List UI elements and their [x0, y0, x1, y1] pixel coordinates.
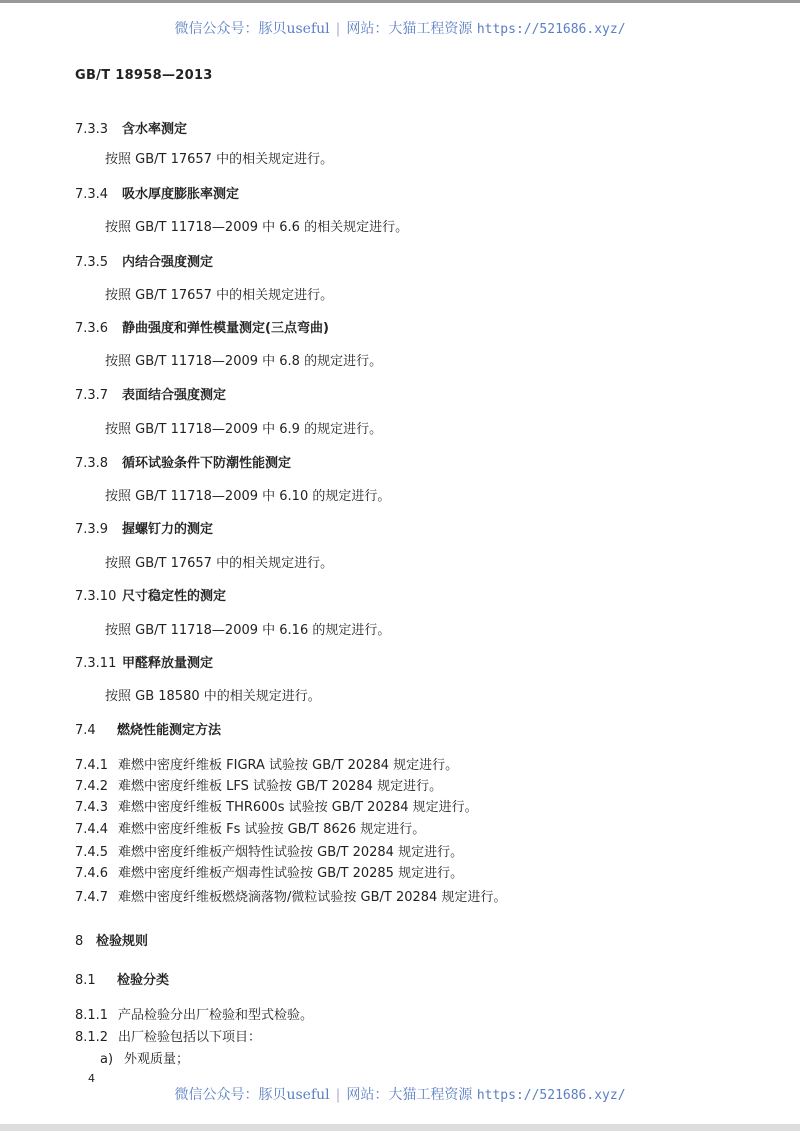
section-number: 7.3.10 — [75, 589, 117, 604]
bottom-border — [0, 1124, 800, 1131]
heading-text: 内结合强度测定 — [122, 255, 214, 270]
body-text: 难燃中密度纤维板 LFS 试验按 GB/T 20284 规定进行。 — [118, 779, 443, 794]
watermark-separator: | — [335, 21, 341, 37]
page-number: 4 — [88, 1072, 95, 1085]
top-border — [0, 0, 800, 3]
body-text: 难燃中密度纤维板产烟毒性试验按 GB/T 20285 规定进行。 — [118, 866, 464, 881]
body-text: 按照 GB/T 17657 中的相关规定进行。 — [105, 288, 334, 303]
heading-text: 循环试验条件下防潮性能测定 — [122, 456, 292, 471]
section-number: 8.1.2 — [75, 1030, 109, 1045]
watermark-bottom — [0, 1084, 800, 1104]
heading-text: 静曲强度和弹性模量测定(三点弯曲) — [122, 321, 329, 336]
heading-text: 燃烧性能测定方法 — [117, 723, 222, 738]
section-number: 7.3.5 — [75, 255, 109, 270]
standard-id: GB/T 18958—2013 — [75, 68, 213, 83]
body-text: 按照 GB/T 17657 中的相关规定进行。 — [105, 556, 334, 571]
body-text: 难燃中密度纤维板产烟特性试验按 GB/T 20284 规定进行。 — [118, 845, 464, 860]
section-number: 8.1 — [75, 973, 96, 988]
section-number: 7.3.6 — [75, 321, 109, 336]
body-text: 出厂检验包括以下项目： — [118, 1030, 262, 1045]
section-number: 7.3.11 — [75, 656, 117, 671]
watermark-site: 网站：大猫工程资源 — [346, 21, 473, 37]
section-number: 7.4.4 — [75, 822, 109, 837]
section-number: 7.4.5 — [75, 845, 109, 860]
heading-text: 吸水厚度膨胀率测定 — [122, 187, 240, 202]
body-text: 外观质量； — [124, 1052, 190, 1067]
section-number: 7.3.9 — [75, 522, 109, 537]
body-text: 难燃中密度纤维板 FIGRA 试验按 GB/T 20284 规定进行。 — [118, 758, 459, 773]
body-text: 按照 GB/T 17657 中的相关规定进行。 — [105, 152, 334, 167]
watermark-wechat: 微信公众号：豚贝useful — [174, 1087, 330, 1103]
section-number: a) — [100, 1052, 114, 1067]
heading-text: 检验规则 — [96, 934, 149, 949]
watermark-wechat: 微信公众号：豚贝useful — [174, 21, 330, 37]
watermark-url[interactable]: https://521686.xyz/ — [476, 22, 626, 37]
body-text: 按照 GB/T 11718—2009 中 6.9 的规定进行。 — [105, 422, 383, 437]
section-number: 8 — [75, 934, 84, 949]
body-text: 按照 GB/T 11718—2009 中 6.6 的相关规定进行。 — [105, 220, 409, 235]
section-number: 7.3.3 — [75, 122, 109, 137]
section-number: 7.3.8 — [75, 456, 109, 471]
section-number: 7.4.2 — [75, 779, 109, 794]
body-text: 按照 GB/T 11718—2009 中 6.16 的规定进行。 — [105, 623, 391, 638]
section-number: 7.4.1 — [75, 758, 109, 773]
section-number: 7.4.6 — [75, 866, 109, 881]
heading-text: 含水率测定 — [122, 122, 188, 137]
section-number: 7.3.7 — [75, 388, 109, 403]
section-number: 7.4.3 — [75, 800, 109, 815]
section-number: 7.4 — [75, 723, 96, 738]
watermark-top — [0, 18, 800, 38]
body-text: 按照 GB 18580 中的相关规定进行。 — [105, 689, 321, 704]
watermark-url[interactable]: https://521686.xyz/ — [476, 1088, 626, 1103]
section-number: 7.4.7 — [75, 890, 109, 905]
heading-text: 尺寸稳定性的测定 — [122, 589, 227, 604]
body-text: 产品检验分出厂检验和型式检验。 — [118, 1008, 314, 1023]
heading-text: 握螺钉力的测定 — [122, 522, 214, 537]
section-number: 8.1.1 — [75, 1008, 109, 1023]
watermark-separator: | — [335, 1087, 341, 1103]
body-text: 难燃中密度纤维板燃烧滴落物/微粒试验按 GB/T 20284 规定进行。 — [118, 890, 507, 905]
body-text: 难燃中密度纤维板 Fs 试验按 GB/T 8626 规定进行。 — [118, 822, 426, 837]
heading-text: 检验分类 — [117, 973, 170, 988]
body-text: 按照 GB/T 11718—2009 中 6.10 的规定进行。 — [105, 489, 391, 504]
body-text: 按照 GB/T 11718—2009 中 6.8 的规定进行。 — [105, 354, 383, 369]
heading-text: 甲醛释放量测定 — [122, 656, 214, 671]
body-text: 难燃中密度纤维板 THR600s 试验按 GB/T 20284 规定进行。 — [118, 800, 478, 815]
heading-text: 表面结合强度测定 — [122, 388, 227, 403]
watermark-site: 网站：大猫工程资源 — [346, 1087, 473, 1103]
section-number: 7.3.4 — [75, 187, 109, 202]
